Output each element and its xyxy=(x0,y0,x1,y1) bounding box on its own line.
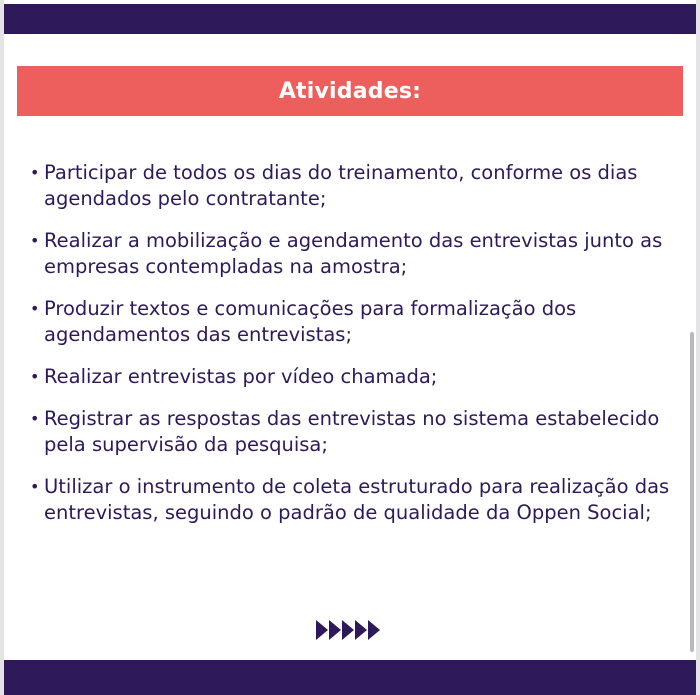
bullet: • xyxy=(30,163,40,182)
title-banner xyxy=(17,66,683,116)
bullet: • xyxy=(30,477,40,496)
activities-list xyxy=(30,160,670,542)
list-item xyxy=(30,364,670,390)
activity-text: Realizar a mobilização e agendamento das entrevistas junto as empresas contempladas na amostra; xyxy=(44,229,663,278)
activity-text: Registrar as respostas das entrevistas no sistema estabelecido pela supervisão da pesquisa; xyxy=(44,407,660,456)
arrow-right-icon xyxy=(368,620,380,640)
left-border xyxy=(0,0,4,695)
bullet: • xyxy=(30,409,40,428)
activity-text: Participar de todos os dias do treinamento, conforme os dias agendados pelo contratante; xyxy=(44,161,638,210)
page-title: Atividades: xyxy=(278,78,422,104)
arrow-right-icon xyxy=(316,620,328,640)
activity-text: Utilizar o instrumento de coleta estruturado para realização das entrevistas, seguindo o padrão de qualidade da Oppen Social; xyxy=(44,475,670,524)
next-arrows-icon[interactable] xyxy=(316,620,380,642)
scrollbar[interactable] xyxy=(690,332,694,652)
right-border xyxy=(696,0,700,695)
list-item xyxy=(30,474,670,526)
list-item xyxy=(30,406,670,458)
list-item xyxy=(30,160,670,212)
arrow-right-icon xyxy=(342,620,354,640)
bullet: • xyxy=(30,231,40,250)
list-item xyxy=(30,228,670,280)
arrow-right-icon xyxy=(355,620,367,640)
activity-text: Produzir textos e comunicações para formalização dos agendamentos das entrevistas; xyxy=(44,297,577,346)
bottom-band xyxy=(4,660,696,695)
activity-text: Realizar entrevistas por vídeo chamada; xyxy=(44,365,438,388)
bullet: • xyxy=(30,367,40,386)
arrow-right-icon xyxy=(329,620,341,640)
list-item xyxy=(30,296,670,348)
top-band xyxy=(4,4,696,34)
bullet: • xyxy=(30,299,40,318)
